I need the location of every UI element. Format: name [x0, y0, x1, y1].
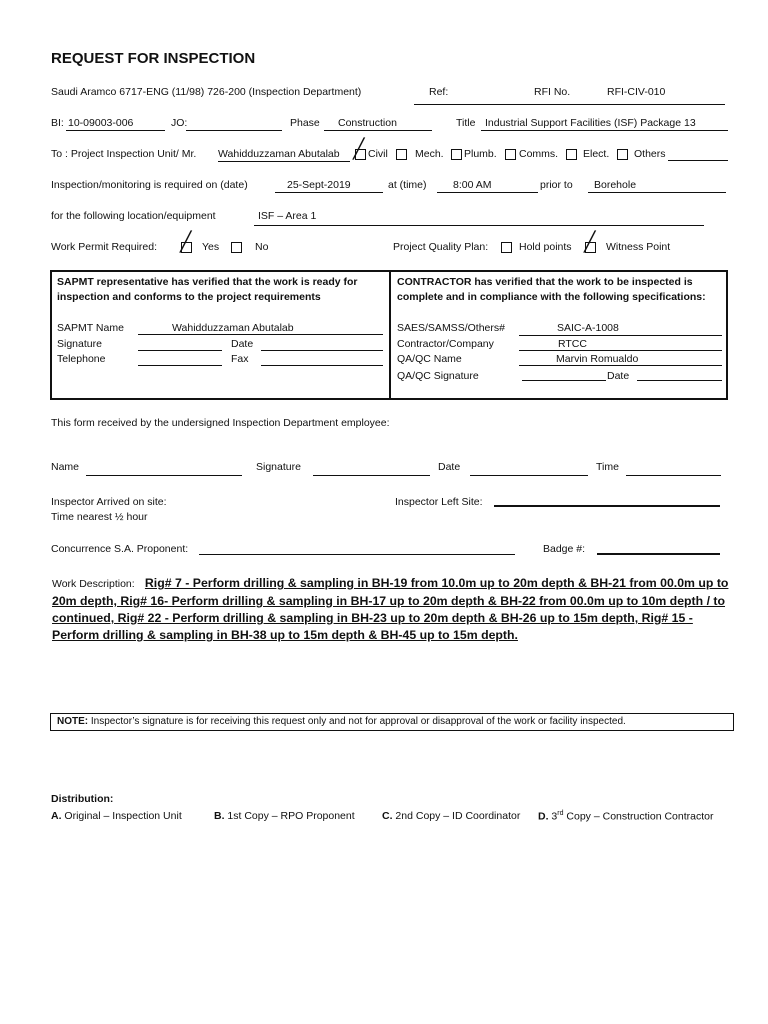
left-site-label: Inspector Left Site: — [395, 496, 483, 508]
distribution-heading: Distribution: — [51, 793, 114, 805]
time-underline — [437, 192, 538, 193]
company-underline — [519, 350, 722, 351]
work-description-text[interactable]: Rig# 7 - Perform drilling & sampling in BH-19 from 10.0m up to 20m depth & BH-21 from 00.0m up to 20m depth, Rig# 16- Perform drilling & sampling in BH-17 up to 20m depth & BH-22 from 00.0m up to 10m depth / to continued, Rig# 22 - Perform drilling & sampling in BH-23 up to 20m depth & BH-26 up to 15m depth, Rig# 15 - Perform drilling & sampling in BH-38 up to 15m depth & BH-45 up to 15m depth. — [52, 576, 729, 642]
arrived-label: Inspector Arrived on site: — [51, 496, 167, 508]
location-underline — [254, 225, 704, 226]
qaqc-name-label: QA/QC Name — [397, 353, 462, 365]
distribution-c — [382, 810, 520, 822]
witness-point-label: Witness Point — [606, 241, 671, 253]
location-value[interactable]: ISF – Area 1 — [258, 210, 317, 222]
comms-checkbox[interactable] — [505, 149, 516, 160]
sapmt-name-label: SAPMT Name — [57, 322, 124, 334]
sapmt-fax-field[interactable] — [261, 365, 383, 366]
qaqc-date-label: Date — [607, 370, 630, 382]
verification-divider — [389, 270, 391, 400]
note-box — [50, 713, 734, 731]
date-required-label: Inspection/monitoring is required on (date) — [51, 179, 248, 191]
civil-label: Civil — [368, 148, 388, 160]
permit-yes-check-mark-icon: ╱ — [180, 231, 192, 253]
sapmt-name-value[interactable]: Wahidduzzaman Abutalab — [172, 322, 294, 334]
qaqc-name-underline — [519, 365, 722, 366]
rfi-value: RFI-CIV-010 — [607, 86, 666, 98]
title-label: Title — [456, 117, 476, 129]
comms-label: Comms. — [519, 148, 559, 160]
prior-value[interactable]: Borehole — [594, 179, 637, 191]
inspector-signature-field[interactable] — [313, 475, 430, 476]
inspector-date-field[interactable] — [470, 475, 588, 476]
company-label: Contractor/Company — [397, 338, 494, 350]
distribution-a-text: Original – Inspection Unit — [64, 810, 182, 822]
distribution-d-sup: rd — [557, 810, 564, 817]
sapmt-heading: SAPMT representative has verified that the work is ready for inspection and conforms to the project requirements — [57, 276, 358, 303]
distribution-d — [538, 810, 714, 823]
sapmt-date-field[interactable] — [261, 350, 383, 351]
inspector-time-label: Time — [596, 461, 619, 473]
date-value[interactable]: 25-Sept-2019 — [287, 179, 351, 191]
permit-no-checkbox[interactable] — [231, 242, 242, 253]
ref-underline — [414, 104, 725, 105]
title-value[interactable]: Industrial Support Facilities (ISF) Package 13 — [485, 117, 696, 129]
distribution-d-letter: D. — [538, 810, 549, 823]
note-text: Inspector’s signature is for receiving this request only and not for approval or disapproval of the work or facility inspected. — [90, 716, 626, 727]
to-value[interactable]: Wahidduzzaman Abutalab — [218, 148, 340, 160]
distribution-d-text: Copy – Construction Contractor — [566, 810, 714, 823]
mech-checkbox[interactable] — [396, 149, 407, 160]
inspector-name-field[interactable] — [86, 475, 242, 476]
distribution-a-letter: A. — [51, 810, 62, 822]
distribution-c-letter: C. — [382, 810, 393, 822]
jo-label: JO: — [171, 117, 188, 129]
bi-underline — [66, 130, 165, 131]
distribution-b-text: 1st Copy – RPO Proponent — [227, 810, 355, 822]
qaqc-signature-field[interactable] — [522, 380, 606, 381]
elect-label: Elect. — [583, 148, 610, 160]
inspector-name-label: Name — [51, 461, 80, 473]
qaqc-name-value[interactable]: Marvin Romualdo — [556, 353, 639, 365]
ref-label: Ref: — [429, 86, 449, 98]
badge-field[interactable] — [597, 553, 720, 555]
left-site-field[interactable] — [494, 505, 720, 507]
plumb-checkbox[interactable] — [451, 149, 462, 160]
badge-label: Badge #: — [543, 543, 586, 555]
prior-underline — [588, 192, 726, 193]
location-label: for the following location/equipment — [51, 210, 216, 222]
time-value[interactable]: 8:00 AM — [453, 179, 492, 191]
phase-value[interactable]: Construction — [338, 117, 397, 129]
distribution-d-ordinal: 3 — [551, 810, 558, 823]
page-title: REQUEST FOR INSPECTION — [51, 50, 256, 67]
rfi-label: RFI No. — [534, 86, 571, 98]
to-label: To : Project Inspection Unit/ Mr. — [51, 148, 197, 160]
concurrence-field[interactable] — [199, 554, 515, 555]
received-text: This form received by the undersigned Inspection Department employee: — [51, 417, 390, 429]
bi-value[interactable]: 10-09003-006 — [68, 117, 134, 129]
quality-plan-label: Project Quality Plan: — [393, 241, 489, 253]
qaqc-date-field[interactable] — [637, 380, 722, 381]
plumb-label: Plumb. — [464, 148, 497, 160]
phase-label: Phase — [290, 117, 320, 129]
bi-label: BI: — [51, 117, 64, 129]
witness-check-mark-icon: ╱ — [584, 231, 596, 253]
title-underline — [481, 130, 728, 131]
prior-label: prior to — [540, 179, 573, 191]
company-value[interactable]: RTCC — [558, 338, 587, 350]
time-nearest-label: Time nearest ½ hour — [51, 511, 148, 523]
saes-underline — [519, 335, 722, 336]
work-description-label: Work Description: — [52, 578, 135, 590]
permit-yes-label: Yes — [202, 241, 220, 253]
distribution-b — [214, 810, 355, 822]
mech-label: Mech. — [415, 148, 444, 160]
date-underline — [275, 192, 383, 193]
note-label: NOTE: — [57, 716, 89, 727]
sapmt-name-underline — [138, 334, 383, 335]
others-label: Others — [634, 148, 666, 160]
distribution-c-text: 2nd Copy – ID Coordinator — [395, 810, 521, 822]
concurrence-label: Concurrence S.A. Proponent: — [51, 543, 189, 555]
others-field[interactable] — [668, 160, 728, 161]
inspector-time-field[interactable] — [626, 475, 721, 476]
saes-value[interactable]: SAIC-A-1008 — [557, 322, 619, 334]
civil-check-mark-icon: ╱ — [353, 138, 365, 160]
elect-checkbox[interactable] — [566, 149, 577, 160]
phase-underline — [324, 130, 432, 131]
distribution-b-letter: B. — [214, 810, 225, 822]
form-id: Saudi Aramco 6717-ENG (11/98) 726-200 (Inspection Department) — [51, 86, 362, 98]
to-underline — [218, 161, 350, 162]
time-label: at (time) — [388, 179, 427, 191]
inspector-signature-label: Signature — [256, 461, 301, 473]
inspector-date-label: Date — [438, 461, 461, 473]
sapmt-signature-field[interactable] — [138, 350, 222, 351]
saes-label: SAES/SAMSS/Others# — [397, 322, 505, 334]
sapmt-fax-label: Fax — [231, 353, 249, 365]
contractor-heading: CONTRACTOR has verified that the work to be inspected is complete and in compliance with the following specifications: — [397, 276, 706, 303]
sapmt-telephone-field[interactable] — [138, 365, 222, 366]
work-description — [52, 575, 742, 644]
sapmt-telephone-label: Telephone — [57, 353, 106, 365]
permit-label: Work Permit Required: — [51, 241, 158, 253]
jo-field[interactable] — [186, 130, 282, 131]
distribution-a — [51, 810, 182, 822]
others-checkbox[interactable] — [617, 149, 628, 160]
hold-points-checkbox[interactable] — [501, 242, 512, 253]
sapmt-date-label: Date — [231, 338, 254, 350]
hold-points-label: Hold points — [519, 241, 572, 253]
permit-no-label: No — [255, 241, 269, 253]
sapmt-signature-label: Signature — [57, 338, 102, 350]
qaqc-signature-label: QA/QC Signature — [397, 370, 479, 382]
